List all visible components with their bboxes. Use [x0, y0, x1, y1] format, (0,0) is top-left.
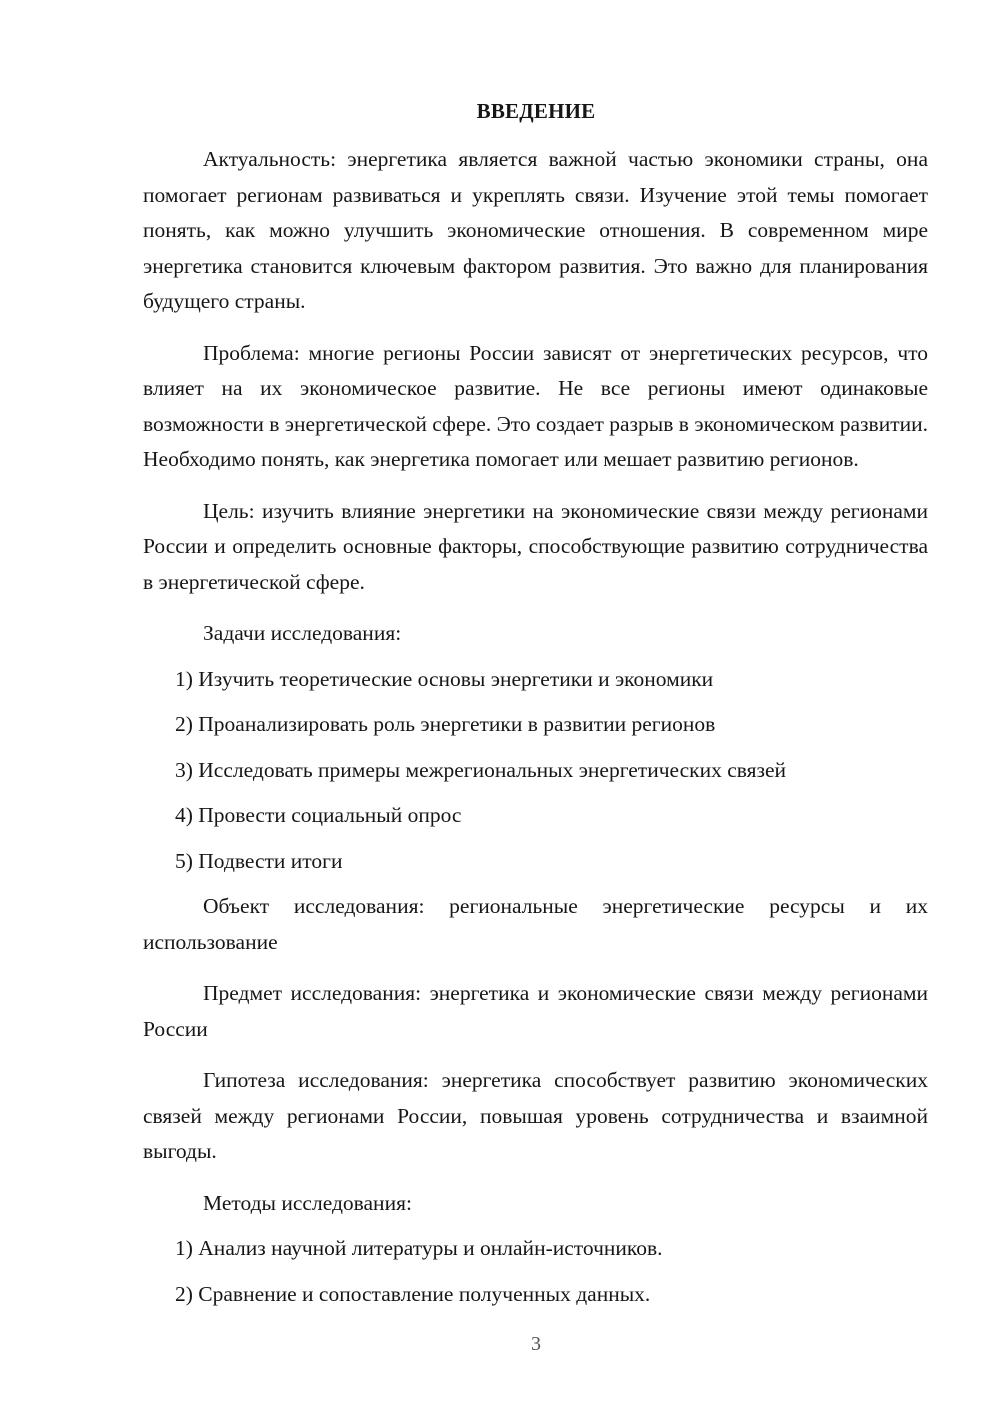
method-item: 2) Сравнение и сопоставление полученных данных.	[175, 1281, 651, 1306]
page-number: 3	[531, 1333, 541, 1355]
task-item: 4) Провести социальный опрос	[175, 803, 462, 827]
task-item: 2) Проанализировать роль энергетики в развитии регионов	[175, 712, 716, 736]
method-item: 1) Анализ научной литературы и онлайн-источников.	[175, 1236, 663, 1260]
problem-paragraph: Проблема: многие регионы России зависят от энергетических ресурсов, что влияет на их экономическое развитие. Не все регионы имеют одинаковые возможности в энергетической сфере. Это создает разрыв в экономическом развитии. Необходимо понять, как энергетика помогает или мешает развитию регионов.	[143, 340, 928, 471]
document-body	[143, 142, 928, 1312]
task-item: 5) Подвести итоги	[175, 848, 343, 873]
object-paragraph: Объект исследования: региональные энергетические ресурсы и их использование	[143, 894, 928, 954]
section-title: ВВЕДЕНИЕ	[476, 99, 596, 123]
subject-paragraph: Предмет исследования: энергетика и экономические связи между регионами России	[143, 981, 928, 1041]
goal-paragraph: Цель: изучить влияние энергетики на экономические связи между регионами России и определить основные факторы, способствующие развитию сотрудничества в энергетической сфере.	[143, 498, 928, 594]
tasks-heading: Задачи исследования:	[203, 621, 402, 645]
methods-list	[143, 1231, 928, 1312]
task-item: 3) Исследовать примеры межрегиональных энергетических связей	[175, 757, 787, 782]
tasks-list	[143, 662, 928, 880]
hypothesis-paragraph: Гипотеза исследования: энергетика способствует развитию экономических связей между регионами России, повышая уровень сотрудничества и взаимной выгоды.	[143, 1068, 928, 1163]
task-item: 1) Изучить теоретические основы энергетики и экономики	[175, 666, 714, 691]
relevance-paragraph: Актуальность: энергетика является важной частью экономики страны, она помогает регионам развиваться и укреплять связи. Изучение этой темы помогает понять, как можно улучшить экономические отношения. В современном мире энергетика становится ключевым фактором развития. Это важно для планирования будущего страны.	[143, 147, 928, 313]
methods-heading: Методы исследования:	[203, 1190, 412, 1215]
